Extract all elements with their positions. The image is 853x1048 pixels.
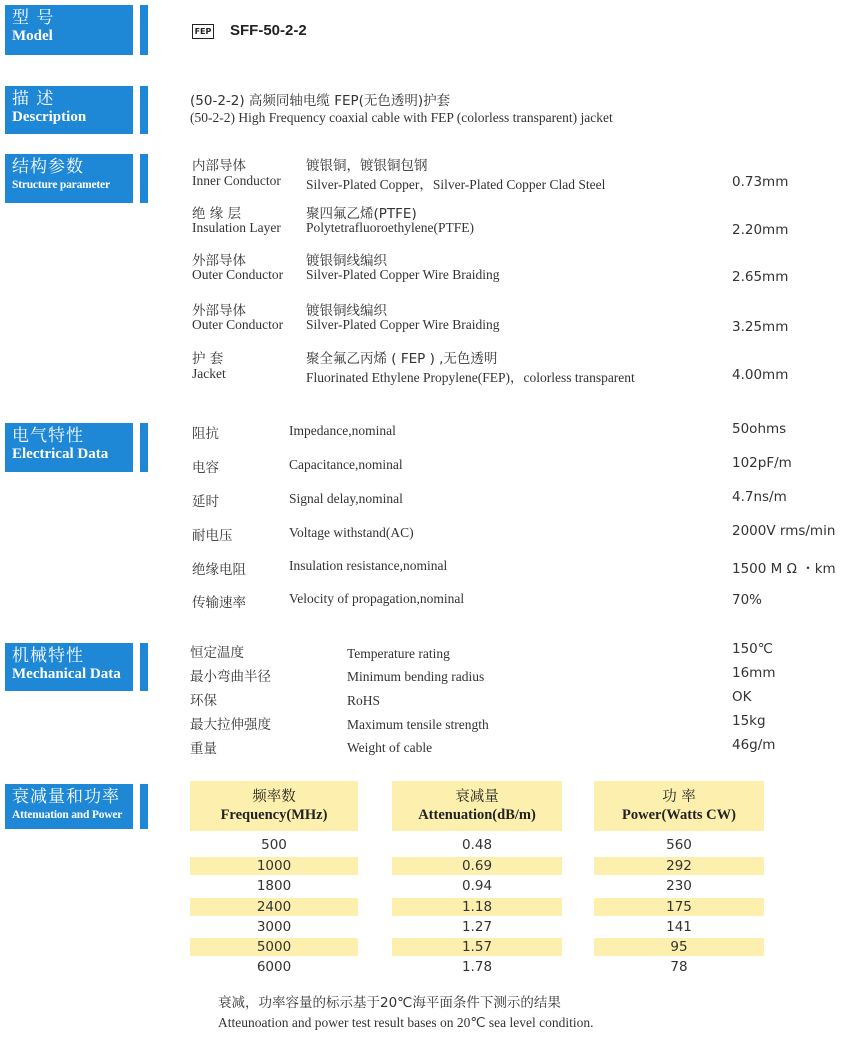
structure-name-zh: 外部导体: [192, 253, 246, 269]
electrical-value: 102pF/m: [732, 455, 792, 471]
electrical-name-en: Signal delay,nominal: [289, 491, 403, 506]
header-en: Attenuation(dB/m): [418, 807, 536, 823]
table-cell-power: 78: [670, 959, 688, 975]
table-cell-frequency: 1000: [256, 858, 292, 874]
electrical-name-zh: 绝缘电阻: [192, 562, 246, 578]
section-bar: [140, 784, 148, 829]
mechanical-name-en: Temperature rating: [347, 646, 450, 661]
section-bar: [140, 423, 148, 472]
section-label-structure: [5, 154, 133, 203]
structure-material-en: Silver-Plated Copper Wire Braiding: [306, 267, 500, 282]
fep-badge: FEP: [192, 24, 214, 39]
electrical-name-en: Capacitance,nominal: [289, 457, 403, 472]
structure-name-zh: 外部导体: [192, 303, 246, 319]
section-title-en: Mechanical Data: [12, 666, 121, 682]
mechanical-name-en: Weight of cable: [347, 740, 433, 755]
electrical-name-zh: 耐电压: [192, 528, 233, 544]
structure-value: 3.25mm: [732, 319, 789, 335]
structure-name-zh: 绝 缘 层: [192, 206, 242, 222]
mechanical-value: 16mm: [732, 665, 776, 681]
section-title-zh: 衰减量和功率: [12, 787, 120, 807]
table-cell-attenuation: 1.78: [461, 959, 493, 975]
section-title-zh: 结构参数: [12, 157, 84, 177]
structure-material-en: Polytetrafluoroethylene(PTFE): [306, 220, 474, 235]
mechanical-name-en: Maximum tensile strength: [347, 717, 489, 732]
table-cell-power: 95: [670, 939, 688, 955]
section-title-en: Description: [12, 109, 87, 125]
table-cell-frequency: 1800: [256, 878, 292, 894]
structure-material-zh: 聚四氟乙烯(PTFE): [306, 206, 417, 222]
structure-material-zh: 聚全氟乙丙烯 ( FEP ) ,无色透明: [306, 351, 498, 367]
table-cell-frequency: 5000: [256, 939, 292, 955]
electrical-value: 1500 M Ω ・km: [732, 561, 836, 577]
table-cell-power: 560: [666, 837, 692, 853]
mechanical-value: 15kg: [732, 713, 766, 729]
electrical-name-en: Voltage withstand(AC): [289, 525, 414, 540]
electrical-value: 2000V rms/min: [732, 523, 836, 539]
electrical-name-en: Insulation resistance,nominal: [289, 558, 448, 573]
footnote-en: Atteunoation and power test result bases on 20℃ sea level condition.: [218, 1015, 594, 1030]
header-en: Power(Watts CW): [622, 807, 736, 823]
electrical-name-zh: 电容: [192, 460, 219, 476]
mechanical-name-en: RoHS: [347, 693, 381, 708]
section-title-zh: 电气特性: [12, 426, 84, 446]
electrical-value: 4.7ns/m: [732, 489, 787, 505]
mechanical-value: 150℃: [732, 641, 773, 657]
section-bar: [140, 86, 148, 134]
structure-value: 2.20mm: [732, 222, 789, 238]
structure-value: 4.00mm: [732, 367, 789, 383]
structure-name-en: Outer Conductor: [192, 317, 284, 332]
table-cell-frequency: 6000: [256, 959, 292, 975]
electrical-name-zh: 阻抗: [192, 426, 219, 442]
structure-name-zh: 内部导体: [192, 158, 246, 174]
structure-value: 0.73mm: [732, 174, 789, 190]
table-cell-attenuation: 0.94: [461, 878, 493, 894]
table-cell-power: 141: [666, 919, 692, 935]
table-cell-attenuation: 1.57: [461, 939, 493, 955]
structure-material-en: Fluorinated Ethylene Propylene(FEP)，colorless transparent: [306, 370, 635, 385]
electrical-name-zh: 传输速率: [192, 595, 246, 611]
structure-name-en: Outer Conductor: [192, 267, 284, 282]
table-cell-power: 230: [666, 878, 692, 894]
section-title-zh: 描 述: [12, 89, 55, 109]
header-zh: 频率数: [252, 789, 296, 805]
header-en: Frequency(MHz): [220, 807, 328, 823]
section-title-zh: 型 号: [12, 8, 55, 28]
section-label-model: [5, 5, 133, 55]
model-name: SFF-50-2-2: [230, 22, 307, 39]
table-cell-power: 292: [666, 858, 692, 874]
mechanical-name-zh: 环保: [190, 693, 217, 709]
section-title-en: Attenuation and Power: [12, 809, 123, 821]
structure-material-zh: 镀银铜，镀银铜包钢: [306, 158, 428, 174]
header-zh: 功 率: [662, 789, 696, 805]
table-header-attenuation: [392, 781, 562, 831]
table-cell-power: 175: [666, 899, 692, 915]
mechanical-name-zh: 最小弯曲半径: [190, 669, 271, 685]
mechanical-name-zh: 恒定温度: [190, 645, 244, 661]
structure-material-zh: 镀银铜线编织: [306, 303, 387, 319]
structure-value: 2.65mm: [732, 269, 789, 285]
section-label-mechanical: [5, 643, 133, 691]
mechanical-value: 46g/m: [732, 737, 776, 753]
description-zh: (50-2-2) 高频同轴电缆 FEP(无色透明)护套: [190, 93, 451, 109]
section-title-en: Structure parameter: [12, 179, 110, 191]
structure-name-en: Jacket: [192, 366, 226, 381]
table-cell-attenuation: 0.48: [461, 837, 493, 853]
structure-name-en: Insulation Layer: [192, 220, 281, 235]
table-header-power: [594, 781, 764, 831]
table-cell-attenuation: 1.27: [461, 919, 493, 935]
section-label-electrical: [5, 423, 133, 472]
electrical-name-en: Velocity of propagation,nominal: [289, 591, 465, 606]
mechanical-value: OK: [732, 689, 752, 705]
electrical-name-en: Impedance,nominal: [289, 423, 396, 438]
section-title-en: Model: [12, 28, 53, 44]
structure-name-en: Inner Conductor: [192, 173, 281, 188]
section-label-attenuation: [5, 784, 133, 829]
table-cell-frequency: 500: [261, 837, 287, 853]
structure-name-zh: 护 套: [192, 351, 224, 367]
section-label-description: [5, 86, 133, 134]
mechanical-name-zh: 重量: [190, 741, 217, 757]
section-title-en: Electrical Data: [12, 446, 109, 462]
section-bar: [140, 5, 148, 55]
electrical-name-zh: 延时: [192, 494, 219, 510]
electrical-value: 70%: [732, 592, 763, 608]
section-title-zh: 机械特性: [12, 646, 84, 666]
electrical-value: 50ohms: [732, 421, 787, 437]
structure-material-en: Silver-Plated Copper，Silver-Plated Copper Clad Steel: [306, 177, 606, 192]
header-zh: 衰减量: [455, 789, 499, 805]
table-header-frequency: [190, 781, 358, 831]
table-cell-frequency: 3000: [256, 919, 292, 935]
mechanical-name-en: Minimum bending radius: [347, 669, 485, 684]
description-en: (50-2-2) High Frequency coaxial cable with FEP (colorless transparent) jacket: [190, 110, 613, 125]
table-cell-frequency: 2400: [256, 899, 292, 915]
mechanical-name-zh: 最大拉伸强度: [190, 717, 271, 733]
section-bar: [140, 154, 148, 203]
footnote-zh: 衰减，功率容量的标示基于20℃海平面条件下测示的结果: [218, 995, 561, 1011]
structure-material-en: Silver-Plated Copper Wire Braiding: [306, 317, 500, 332]
table-cell-attenuation: 1.18: [461, 899, 493, 915]
structure-material-zh: 镀银铜线编织: [306, 253, 387, 269]
section-bar: [140, 643, 148, 691]
table-cell-attenuation: 0.69: [461, 858, 493, 874]
